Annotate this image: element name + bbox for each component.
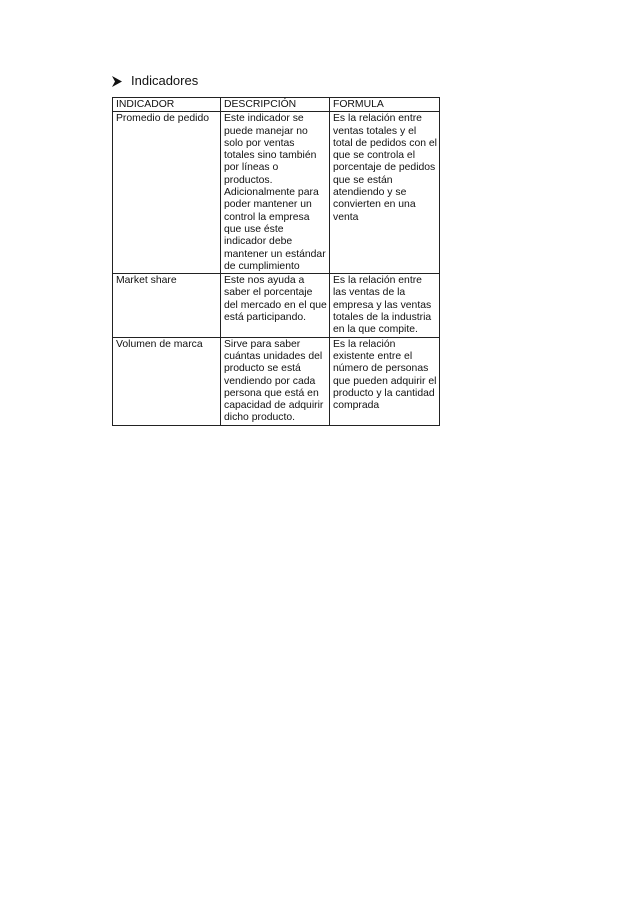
cell-formula: Es la relación entre ventas totales y el total de pedidos con el que se controla el porcentaje de pedidos que se están atendiendo y se convierten en una venta [330, 112, 440, 274]
cell-formula: Es la relación entre las ventas de la empresa y las ventas totales de la industria en la que compite. [330, 274, 440, 337]
table-header-row [113, 98, 440, 112]
header-indicador: INDICADOR [113, 98, 221, 112]
table-row [113, 112, 440, 274]
cell-indicador: Promedio de pedido [113, 112, 221, 274]
indicators-table [112, 97, 440, 426]
header-formula: FORMULA [330, 98, 440, 112]
table-row [113, 337, 440, 425]
cell-descripcion: Sirve para saber cuántas unidades del producto se está vendiendo por cada persona que está en capacidad de adquirir dicho producto. [221, 337, 330, 425]
arrowhead-bullet-icon [112, 76, 122, 87]
cell-descripcion: Este indicador se puede manejar no solo por ventas totales sino también por líneas o productos. Adicionalmente para poder mantener un control la empresa que use éste indicador debe mantener un estándar de cumplimiento [221, 112, 330, 274]
cell-indicador: Volumen de marca [113, 337, 221, 425]
section-heading [112, 73, 198, 89]
cell-descripcion: Este nos ayuda a saber el porcentaje del mercado en el que está participando. [221, 274, 330, 337]
header-descripcion: DESCRIPCIÓN [221, 98, 330, 112]
cell-formula: Es la relación existente entre el número de personas que pueden adquirir el producto y la cantidad comprada [330, 337, 440, 425]
section-title: Indicadores [131, 73, 199, 88]
table-row [113, 274, 440, 337]
cell-indicador: Market share [113, 274, 221, 337]
